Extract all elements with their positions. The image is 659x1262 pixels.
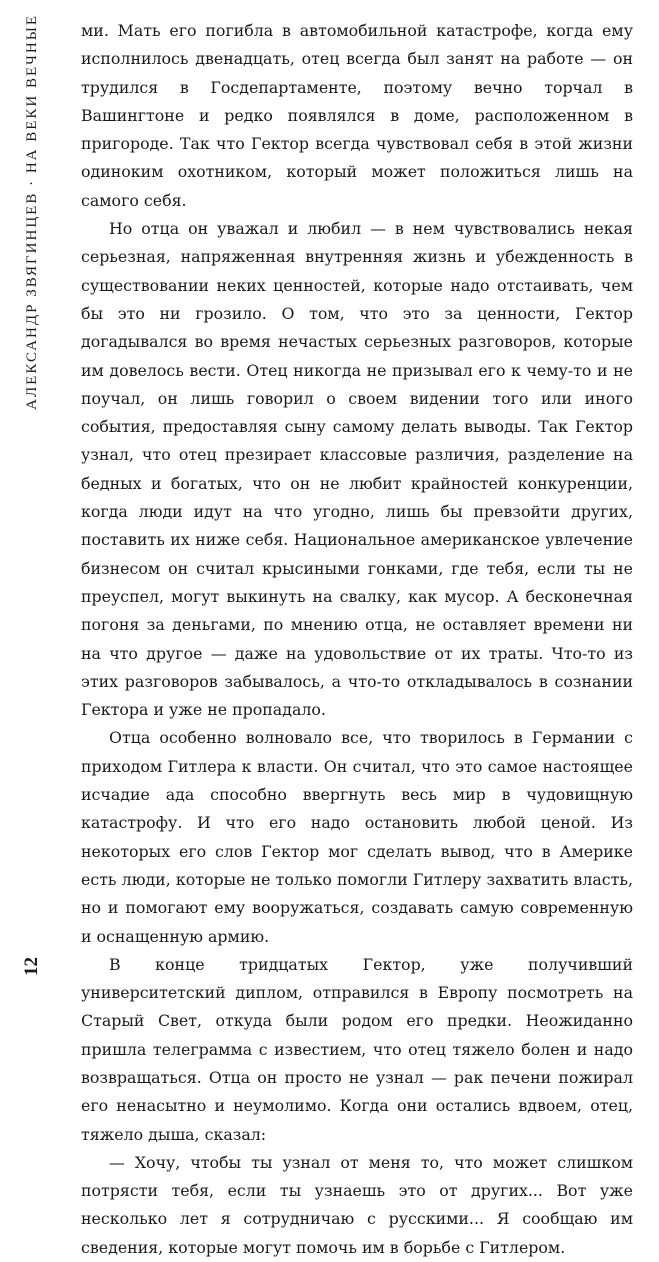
page-number: 12 <box>21 957 42 976</box>
paragraph: Отца особенно волновало все, что творилось в Германии с приходом Гитлера к власти. Он считал, что это самое настоящее исчадие ада способно ввергнуть весь мир в чудовищную катастрофу. И что его надо остановить любой ценой. Из некоторых его слов Гектор мог сделать вывод, что в Америке есть люди, которые не только помогли Гитлеру захватить власть, но и помогают ему вооружаться, создавать самую современную и оснащенную армию. <box>81 728 633 946</box>
paragraph: — Хочу, чтобы ты узнал от меня то, что может слишком потрясти тебя, если ты узнаешь это от других... Вот уже несколько лет я сотрудничаю с русскими... Я сообщаю им сведения, которые могут помочь им в борьбе с Гитлером. <box>81 1152 633 1257</box>
body-text <box>81 17 633 1262</box>
paragraph: ми. Мать его погибла в автомобильной катастрофе, когда ему исполнилось двенадцать, отец всегда был занят на работе — он трудился в Госдепартаменте, поэтому вечно торчал в Вашингтоне и редко появлялся в доме, расположенном в пригороде. Так что Гектор всегда чувствовал себя в этой жизни одиноким охотником, который может положиться лишь на самого себя. <box>81 21 633 210</box>
paragraph: Но отца он уважал и любил — в нем чувствовались некая серьезная, напряженная внутренняя жизнь и убежденность в существовании неких ценностей, которые надо отстаивать, чем бы это ни грозило. О том, что это за ценности, Гектор догадывался во время нечастых серьезных разговоров, которые им довелось вести. Отец никогда не призывал его к чему-то и не поучал, он лишь говорил о своем видении того или иного события, предоставляя сыну самому делать выводы. Так Гектор узнал, что отец презирает классовые различия, разделение на бедных и богатых, что он не любит крайностей конкуренции, когда люди идут на что угодно, лишь бы превзойти других, поставить их ниже себя. Национальное американское увлечение бизнесом он считал крысиными гонками, где тебя, если ты не преуспел, могут выкинуть на свалку, как мусор. А бесконечная погоня за деньгами, по мнению отца, не оставляет времени ни на что другое — даже на удовольствие от их траты. Что-то из этих разговоров забывалось, а что-то откладывалось в сознании Гектора и уже не пропадало. <box>81 219 633 720</box>
paragraph: В конце тридцатых Гектор, уже получивший университетский диплом, отправился в Европу посмотреть на Старый Свет, откуда были родом его предки. Неожиданно пришла телеграмма с известием, что отец тяжело болен и надо возвращаться. Отца он просто не узнал — рак печени пожирал его ненасытно и неумолимо. Когда они остались вдвоем, отец, тяжело дыша, сказал: <box>81 954 633 1144</box>
running-head <box>6 14 58 976</box>
running-head-title: АЛЕКСАНДР ЗВЯГИНЦЕВ · НА ВЕКИ ВЕЧНЫЕ <box>23 14 40 410</box>
